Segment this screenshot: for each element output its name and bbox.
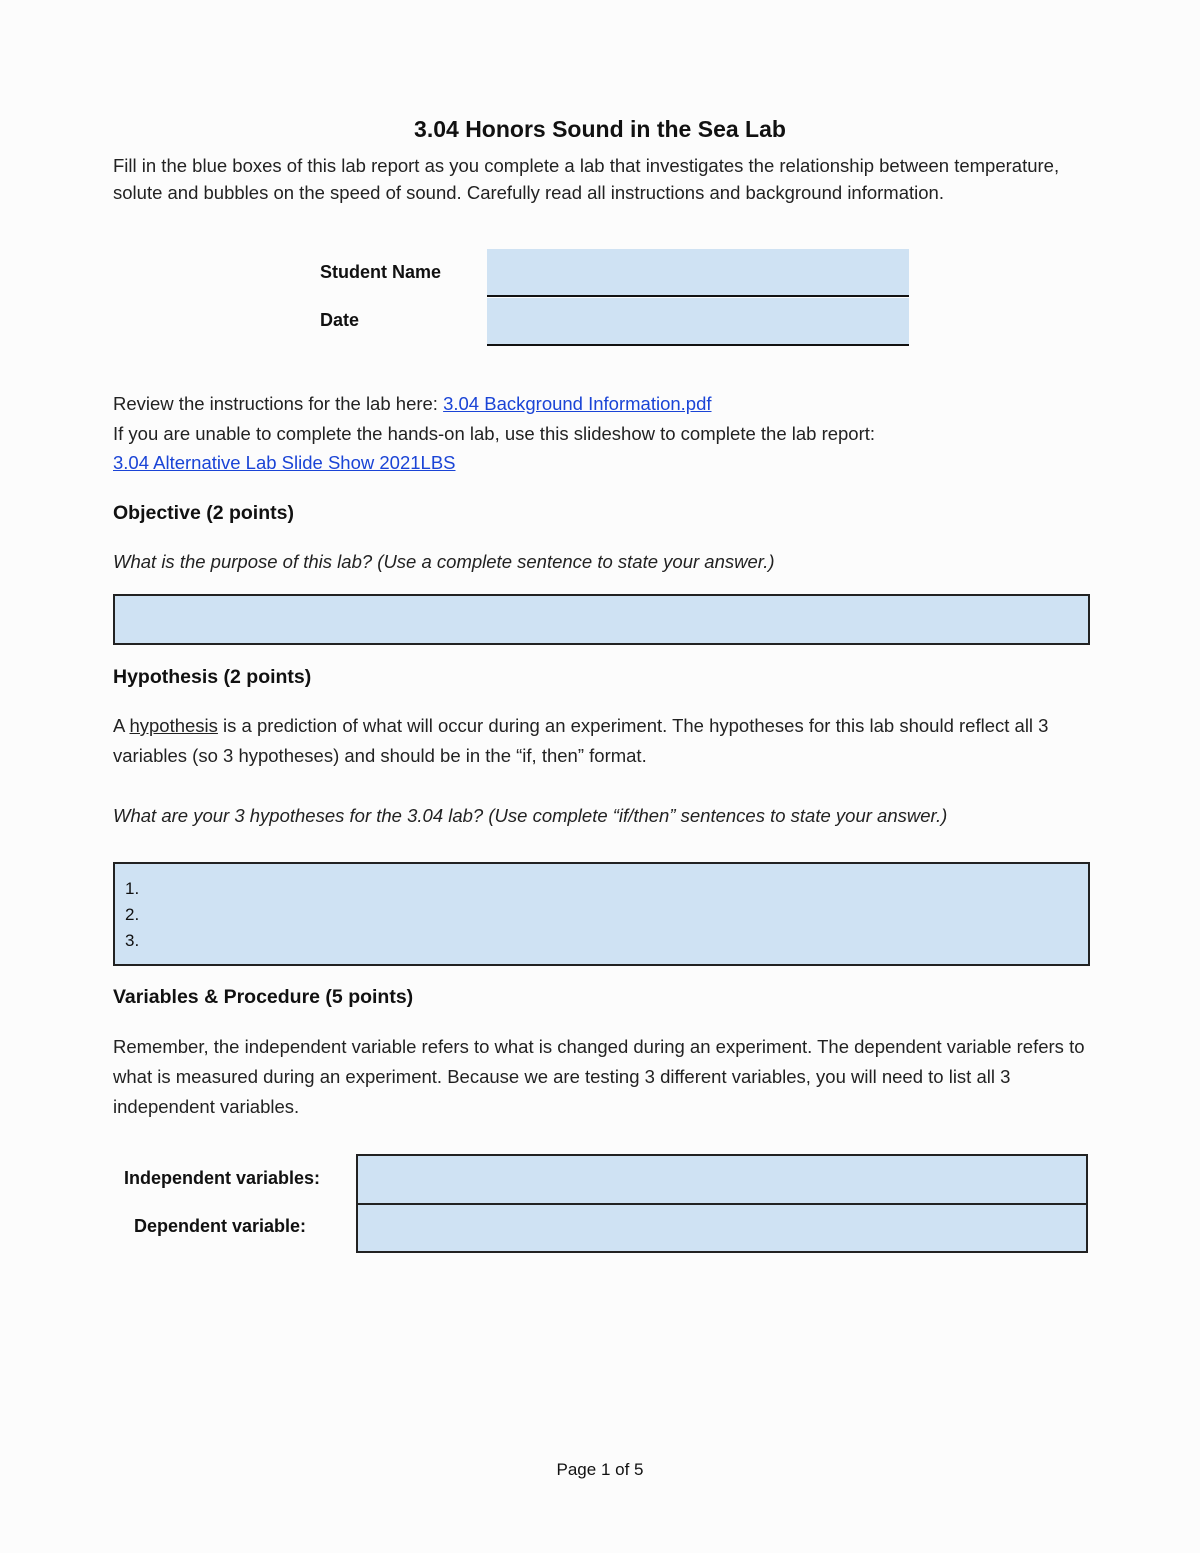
- date-label: Date: [320, 310, 360, 330]
- dependent-variable-field[interactable]: [356, 1203, 1088, 1253]
- independent-variables-label: Independent variables:: [124, 1168, 321, 1188]
- page-title: 3.04 Honors Sound in the Sea Lab: [414, 116, 786, 142]
- student-name-label: Student Name: [320, 262, 442, 282]
- slideshow-link[interactable]: 3.04 Alternative Lab Slide Show 2021LBS: [113, 452, 456, 473]
- background-info-link[interactable]: 3.04 Background Information.pdf: [443, 393, 712, 414]
- objective-prompt: What is the purpose of this lab? (Use a complete sentence to state your answer.): [113, 551, 775, 572]
- hypothesis-term: hypothesis: [129, 715, 218, 736]
- hypothesis-desc-rest: is a prediction of what will occur during an experiment. The hypotheses for this lab should reflect all 3 variables (so 3 hypotheses) and should be in the “if, then” format.: [113, 715, 1049, 766]
- unable-text: If you are unable to complete the hands-on lab, use this slideshow to complete the lab report:: [113, 423, 876, 444]
- intro-paragraph: Fill in the blue boxes of this lab report as you complete a lab that investigates the relationship between temperature, solute and bubbles on the speed of sound. Carefully read all instructions and background information.: [113, 155, 1060, 203]
- objective-answer-box[interactable]: [113, 594, 1090, 645]
- hypothesis-item-2: 2.: [125, 905, 140, 924]
- hypothesis-description: [113, 711, 1098, 771]
- variables-heading: Variables & Procedure (5 points): [113, 986, 414, 1008]
- objective-heading: Objective (2 points): [113, 502, 294, 524]
- page-number: Page 1 of 5: [556, 1460, 644, 1479]
- slideshow-line: [113, 448, 1093, 478]
- hypothesis-answer-box[interactable]: [113, 862, 1090, 966]
- hypothesis-item-1: 1.: [125, 879, 140, 898]
- hypothesis-prompt: What are your 3 hypotheses for the 3.04 lab? (Use complete “if/then” sentences to state your answer.): [113, 805, 948, 826]
- date-field[interactable]: [487, 298, 909, 346]
- review-prefix: Review the instructions for the lab here:: [113, 393, 444, 414]
- student-name-field[interactable]: [487, 249, 909, 297]
- dependent-variable-label: Dependent variable:: [134, 1216, 307, 1236]
- hypothesis-heading: Hypothesis (2 points): [113, 666, 312, 688]
- hypothesis-item-3: 3.: [125, 931, 140, 950]
- review-instructions-line: [113, 389, 1093, 419]
- independent-variables-field[interactable]: [356, 1154, 1088, 1206]
- variables-description: Remember, the independent variable refers to what is changed during an experiment. The dependent variable refers to what is measured during an experiment. Because we are testing 3 different variables, you will need to list all 3 independent variables.: [113, 1036, 1085, 1117]
- hypothesis-desc-a: A: [113, 715, 130, 736]
